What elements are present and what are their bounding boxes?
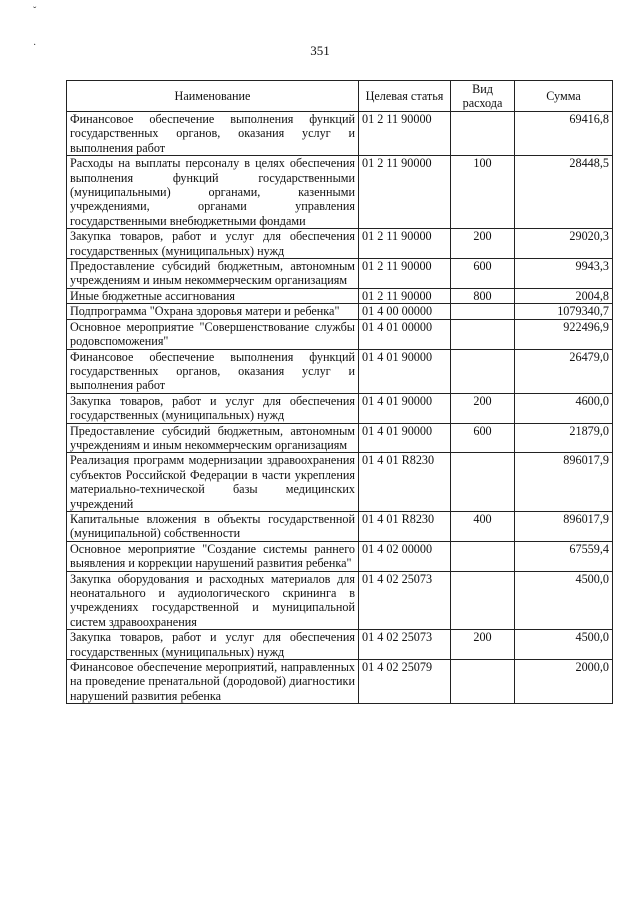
row-sum-cell: 1079340,7 (515, 304, 613, 319)
row-code-cell: 01 4 02 00000 (359, 541, 451, 571)
budget-table (66, 80, 613, 704)
row-code-cell: 01 4 02 25073 (359, 630, 451, 660)
row-type-cell: 200 (451, 393, 515, 423)
row-name-cell: Финансовое обеспечение выполнения функций государственных органов, оказания услуг и выполнения работ (67, 112, 359, 156)
row-sum-cell: 69416,8 (515, 112, 613, 156)
row-name-cell: Основное мероприятие "Совершенствование службы родовспоможения" (67, 319, 359, 349)
row-sum-cell: 29020,3 (515, 229, 613, 259)
table-row (67, 319, 613, 349)
row-code-cell: 01 4 00 00000 (359, 304, 451, 319)
row-code-cell: 01 4 02 25073 (359, 571, 451, 630)
row-code-cell: 01 4 01 90000 (359, 423, 451, 453)
row-type-cell: 200 (451, 630, 515, 660)
row-sum-cell: 26479,0 (515, 349, 613, 393)
header-sum: Сумма (515, 81, 613, 112)
row-code-cell: 01 2 11 90000 (359, 288, 451, 303)
row-sum-cell: 67559,4 (515, 541, 613, 571)
row-sum-cell: 4500,0 (515, 630, 613, 660)
table-row (67, 259, 613, 289)
row-code-cell: 01 4 01 90000 (359, 349, 451, 393)
row-code-cell: 01 4 01 R8230 (359, 453, 451, 512)
table-row (67, 229, 613, 259)
row-sum-cell: 2000,0 (515, 660, 613, 704)
row-type-cell: 600 (451, 259, 515, 289)
row-type-cell (451, 304, 515, 319)
row-type-cell (451, 453, 515, 512)
row-sum-cell: 4500,0 (515, 571, 613, 630)
row-sum-cell: 2004,8 (515, 288, 613, 303)
row-sum-cell: 28448,5 (515, 156, 613, 229)
header-name: Наименование (67, 81, 359, 112)
row-name-cell: Закупка оборудования и расходных материалов для неонатального и аудиологического скрининга в учреждениях государственной и муниципальной систем здравоохранения (67, 571, 359, 630)
row-name-cell: Закупка товаров, работ и услуг для обеспечения государственных (муниципальных) нужд (67, 393, 359, 423)
row-sum-cell: 896017,9 (515, 511, 613, 541)
table-row (67, 423, 613, 453)
row-sum-cell: 4600,0 (515, 393, 613, 423)
table-row (67, 112, 613, 156)
row-code-cell: 01 4 01 00000 (359, 319, 451, 349)
table-row (67, 453, 613, 512)
row-type-cell: 400 (451, 511, 515, 541)
row-type-cell (451, 660, 515, 704)
row-name-cell: Расходы на выплаты персоналу в целях обеспечения выполнения функций государственными (муниципальными) органами, казенными учреждениями, органами управления государственными внебюджетными фондами (67, 156, 359, 229)
page-number: 351 (310, 43, 330, 58)
row-code-cell: 01 2 11 90000 (359, 156, 451, 229)
table-row (67, 571, 613, 630)
row-type-cell: 100 (451, 156, 515, 229)
row-type-cell: 800 (451, 288, 515, 303)
row-sum-cell: 21879,0 (515, 423, 613, 453)
row-type-cell (451, 349, 515, 393)
row-name-cell: Подпрограмма "Охрана здоровья матери и ребенка" (67, 304, 359, 319)
row-code-cell: 01 4 02 25079 (359, 660, 451, 704)
row-code-cell: 01 2 11 90000 (359, 259, 451, 289)
row-code-cell: 01 2 11 90000 (359, 112, 451, 156)
row-name-cell: Основное мероприятие "Создание системы раннего выявления и коррекции нарушений развития ребенка" (67, 541, 359, 571)
row-sum-cell: 922496,9 (515, 319, 613, 349)
table-header-row (67, 81, 613, 112)
row-name-cell: Капитальные вложения в объекты государственной (муниципальной) собственности (67, 511, 359, 541)
table-row (67, 304, 613, 319)
scan-mark-top: ˇ (33, 6, 37, 17)
table-row (67, 288, 613, 303)
row-name-cell: Закупка товаров, работ и услуг для обеспечения государственных (муниципальных) нужд (67, 229, 359, 259)
row-type-cell (451, 541, 515, 571)
row-name-cell: Финансовое обеспечение мероприятий, направленных на проведение пренатальной (дородовой) диагностики нарушений развития ребенка (67, 660, 359, 704)
row-sum-cell: 9943,3 (515, 259, 613, 289)
row-type-cell (451, 319, 515, 349)
table-row (67, 349, 613, 393)
row-name-cell: Закупка товаров, работ и услуг для обеспечения государственных (муниципальных) нужд (67, 630, 359, 660)
row-code-cell: 01 2 11 90000 (359, 229, 451, 259)
row-type-cell: 600 (451, 423, 515, 453)
row-name-cell: Предоставление субсидий бюджетным, автономным учреждениям и иным некоммерческим организациям (67, 259, 359, 289)
header-code: Целевая статья (359, 81, 451, 112)
table-row (67, 511, 613, 541)
scan-mark-left: · (33, 40, 37, 51)
row-type-cell (451, 112, 515, 156)
table-row (67, 630, 613, 660)
table-row (67, 660, 613, 704)
header-type: Вид расхода (451, 81, 515, 112)
table-row (67, 393, 613, 423)
row-code-cell: 01 4 01 90000 (359, 393, 451, 423)
table-row (67, 156, 613, 229)
row-name-cell: Предоставление субсидий бюджетным, автономным учреждениям и иным некоммерческим организациям (67, 423, 359, 453)
row-name-cell: Финансовое обеспечение выполнения функций государственных органов, оказания услуг и выполнения работ (67, 349, 359, 393)
row-code-cell: 01 4 01 R8230 (359, 511, 451, 541)
table-row (67, 541, 613, 571)
row-name-cell: Иные бюджетные ассигнования (67, 288, 359, 303)
row-sum-cell: 896017,9 (515, 453, 613, 512)
row-name-cell: Реализация программ модернизации здравоохранения субъектов Российской Федерации в части укрепления материально-технической базы медицинских учреждений (67, 453, 359, 512)
row-type-cell: 200 (451, 229, 515, 259)
row-type-cell (451, 571, 515, 630)
